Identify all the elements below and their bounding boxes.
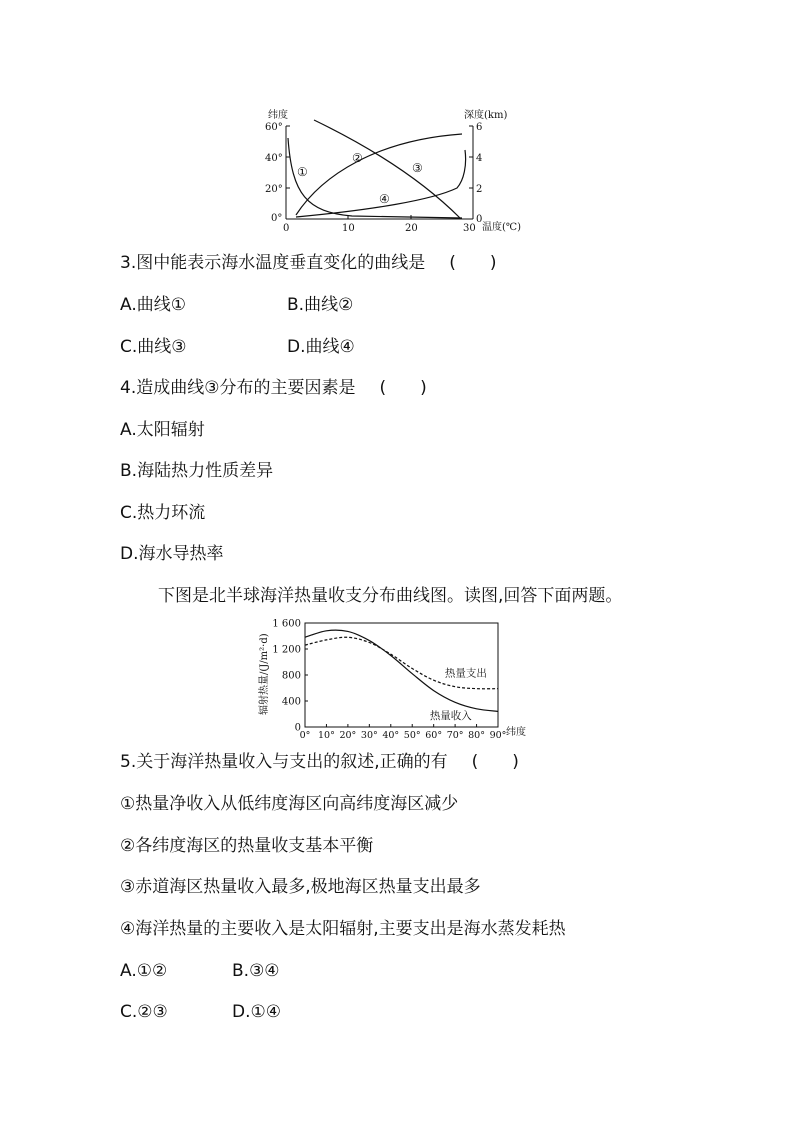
question-3-text: 3.图中能表示海水温度垂直变化的曲线是 <box>120 253 426 273</box>
x-axis-title: 温度(℃) <box>482 222 521 233</box>
x-tick: 10 <box>342 223 355 234</box>
x-tick-label: 80° <box>468 730 485 741</box>
y-tick-label: 0 <box>294 722 301 734</box>
y-tick-label: 1 200 <box>272 644 301 656</box>
intro-text: 下图是北半球海洋热量收支分布曲线图。读图,回答下面两题。 <box>158 586 623 606</box>
question-3-stem <box>120 252 497 274</box>
answer-blank: ( ) <box>471 752 519 772</box>
option-5a[interactable]: A.①② <box>120 961 168 981</box>
y-tick-label: 1 600 <box>272 618 301 630</box>
option-4d[interactable]: D.海水导热率 <box>120 544 224 564</box>
curve-label-1: ① <box>297 165 308 179</box>
curve-label-2: ② <box>352 151 363 165</box>
option-4a[interactable]: A.太阳辐射 <box>120 420 205 440</box>
x-tick-label: 70° <box>446 730 464 741</box>
curve-1 <box>288 138 462 218</box>
x-tick-label: 50° <box>403 730 421 741</box>
question-4-stem <box>120 377 427 399</box>
option-3c[interactable]: C.曲线③ <box>120 337 187 357</box>
x-tick-label: 0° <box>299 730 311 741</box>
right-axis-title: 深度(km) <box>464 110 508 121</box>
right-tick: 0 <box>476 214 483 225</box>
right-tick: 4 <box>476 153 483 164</box>
option-3b[interactable]: B.曲线② <box>287 295 354 315</box>
x-tick-label: 30° <box>360 730 378 741</box>
option-4b[interactable]: B.海陆热力性质差异 <box>120 461 274 481</box>
answer-blank: ( ) <box>379 378 427 398</box>
ocean-heat-budget-chart <box>255 615 545 743</box>
y-tick-label: 400 <box>281 696 301 708</box>
option-5c[interactable]: C.②③ <box>120 1002 168 1022</box>
x-tick-label: 10° <box>318 730 335 741</box>
option-5d[interactable]: D.①④ <box>232 1002 281 1022</box>
x-tick-label: 90° <box>489 730 507 741</box>
question-5-stem <box>120 751 519 773</box>
statement-4: ④海洋热量的主要收入是太阳辐射,主要支出是海水蒸发耗热 <box>120 919 566 939</box>
right-tick: 2 <box>476 184 483 195</box>
series-line-expense <box>305 637 498 689</box>
series-label-income: 热量收入 <box>429 710 472 723</box>
curve-4 <box>296 150 466 217</box>
curve-label-4: ④ <box>379 192 390 206</box>
series-label-expense: 热量支出 <box>444 667 487 680</box>
answer-blank: ( ) <box>449 253 497 273</box>
curve-label-3: ③ <box>412 161 423 175</box>
statement-2: ②各纬度海区的热量收支基本平衡 <box>120 836 374 856</box>
option-5b[interactable]: B.③④ <box>232 961 280 981</box>
x-tick-label: 20° <box>339 730 357 741</box>
left-tick: 60° <box>265 122 283 133</box>
figure-sea-temperature-curves <box>262 100 522 235</box>
x-tick: 30 <box>463 223 476 234</box>
x-tick-label: 60° <box>425 730 443 741</box>
option-3a[interactable]: A.曲线① <box>120 295 186 315</box>
right-tick: 6 <box>476 122 483 133</box>
option-4c[interactable]: C.热力环流 <box>120 503 206 523</box>
x-tick: 0 <box>283 223 290 234</box>
left-tick: 20° <box>265 184 283 195</box>
left-tick: 0° <box>271 213 283 224</box>
question-4-text: 4.造成曲线③分布的主要因素是 <box>120 378 356 398</box>
left-axis-title: 纬度 <box>268 110 288 121</box>
statement-3: ③赤道海区热量收入最多,极地海区热量支出最多 <box>120 877 481 897</box>
y-tick-label: 800 <box>281 670 301 682</box>
left-tick: 40° <box>265 153 283 164</box>
statement-1: ①热量净收入从低纬度海区向高纬度海区减少 <box>120 794 459 814</box>
question-5-text: 5.关于海洋热量收入与支出的叙述,正确的有 <box>120 752 448 772</box>
x-tick-label: 40° <box>382 730 400 741</box>
x-axis-title: 纬度 <box>506 727 526 738</box>
x-tick: 20 <box>405 223 418 234</box>
option-3d[interactable]: D.曲线④ <box>287 337 355 357</box>
y-axis-title: 辐射热量/(J/m²·d) <box>259 633 270 715</box>
